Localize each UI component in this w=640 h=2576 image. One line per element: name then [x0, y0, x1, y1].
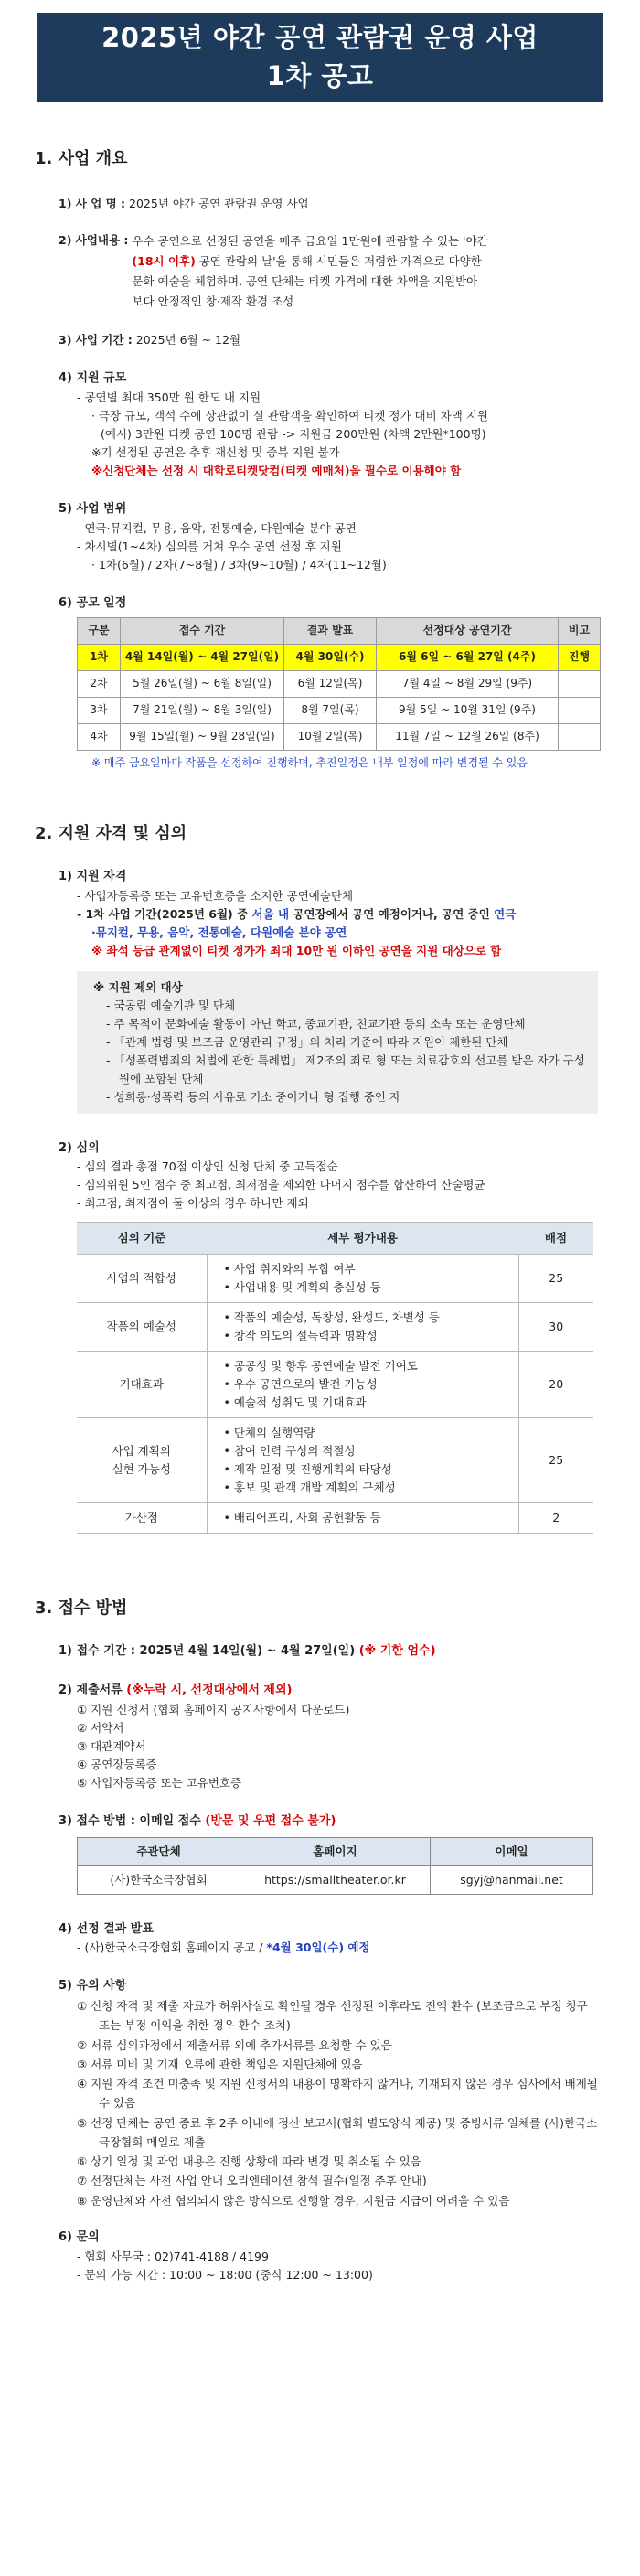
schedule-row [78, 697, 601, 723]
qualification-genres: ·뮤지컬, 무용, 음악, 전통예술, 다원예술 분야 공연 [91, 925, 347, 939]
section-title-overview: 1. 사업 개요 [35, 149, 128, 169]
schedule-cell: 3차 [78, 697, 121, 723]
evaluation-header: 심의 기준 [77, 1223, 207, 1255]
evaluation-detail-item: • 창작 의도의 설득력과 명확성 [224, 1327, 511, 1345]
project-name-label: 1) 사 업 명 : [59, 196, 126, 210]
note-item: ⑥ 상기 일정 및 과업 내용은 진행 상황에 따라 변경 및 취소될 수 있음 [77, 2154, 421, 2169]
note-item: ③ 서류 미비 및 기재 오류에 관한 책임은 지원단체에 있음 [77, 2057, 363, 2071]
announcement-text: - (사)한국소극장협회 홈페이지 공고 / [77, 1940, 267, 1955]
evaluation-detail-item: • 단체의 실행역량 [224, 1424, 511, 1442]
evaluation-criterion: 사업 계획의 실현 가능성 [77, 1418, 207, 1503]
evaluation-detail-item: • 예술적 성취도 및 기대효과 [224, 1394, 511, 1412]
evaluation-detail-item: • 공공성 및 향후 공연예술 발전 기여도 [224, 1357, 511, 1375]
announcement-date: *4월 30일(수) 예정 [266, 1940, 370, 1955]
evaluation-detail-item: • 배리어프리, 사회 공헌활동 등 [224, 1509, 511, 1527]
project-content-text-rest: 공연 관람의 날'을 통해 시민들은 저렴한 가격으로 다양한 [195, 253, 482, 268]
schedule-header: 결과 발표 [284, 617, 377, 644]
note-item: ⑦ 선정단체는 사전 사업 안내 오리엔테이션 참석 필수(일정 추후 안내) [77, 2174, 427, 2188]
schedule-cell: 1차 [78, 644, 121, 670]
project-range-line: - 차시별(1~4차) 심의를 거쳐 우수 공연 선정 후 지원 [77, 539, 342, 553]
schedule-cell [559, 697, 601, 723]
schedule-cell: 9월 15일(월) ~ 9월 28일(일) [121, 723, 284, 750]
required-documents-title [59, 1682, 640, 1701]
evaluation-detail-item: • 사업 취지와의 부합 여부 [224, 1260, 511, 1278]
page-title-banner [37, 13, 603, 102]
note-item: ④ 지원 자격 조건 미충족 및 지원 신청서의 내용이 명확하지 않거나, 기재되지 않은 경우 심사에서 배제될 수 있음 [77, 2077, 598, 2111]
note-item: ⑤ 선정 단체는 공연 종료 후 2주 이내에 정산 보고서(협회 별도양식 제공) 및 증빙서류 일체를 (사)한국소극장협회 메일로 제출 [77, 2115, 598, 2149]
notes-title: 5) 유의 사항 [59, 1979, 127, 1993]
schedule-row [78, 644, 601, 670]
project-content-line: 보다 안정적인 창·제작 환경 조성 [132, 294, 294, 308]
schedule-cell: 8월 7일(목) [284, 697, 377, 723]
ticket-price-condition: ※ 좌석 등급 관계없이 티켓 정가가 최대 10만 원 이하인 공연을 지원 대상으로 함 [91, 943, 502, 957]
support-scale-line: - 공연별 최대 350만 원 한도 내 지원 [77, 390, 261, 405]
note-item: ⑧ 운영단체와 사전 협의되지 않은 방식으로 진행할 경우, 지원금 지급이 어려울 수 있음 [77, 2193, 510, 2207]
schedule-header: 구분 [78, 617, 121, 644]
project-content-line: 문화 예술을 체험하며, 공연 단체는 티켓 가격에 대한 차액을 지원받아 [132, 273, 478, 288]
evaluation-score: 20 [518, 1352, 593, 1418]
application-method [59, 1812, 640, 1832]
evening-time-highlight: (18시 이후) [132, 253, 196, 268]
project-period-label: 3) 사업 기간 : [59, 333, 133, 347]
project-content-row [59, 231, 598, 312]
evaluation-row [77, 1418, 593, 1503]
application-period-text: 1) 접수 기간 : 2025년 4월 14일(월) ~ 4월 27일(일) [59, 1644, 359, 1659]
project-range-line: - 연극·뮤지컬, 무용, 음악, 전통예술, 다원예술 분야 공연 [77, 520, 357, 535]
evaluation-criterion: 사업의 적합성 [77, 1255, 207, 1303]
evaluation-score: 2 [518, 1503, 593, 1534]
qualification-title: 1) 지원 자격 [59, 869, 127, 883]
support-scale-title: 4) 지원 규모 [59, 371, 127, 386]
note-item: ② 서류 심의과정에서 제출서류 외에 추가서류를 요청할 수 있음 [77, 2037, 392, 2052]
evaluation-row [77, 1503, 593, 1534]
schedule-cell: 5월 26일(월) ~ 6월 8일(일) [121, 670, 284, 697]
evaluation-score: 30 [518, 1303, 593, 1352]
project-content-label: 2) 사업내용 : [59, 232, 129, 247]
evaluation-criterion: 작품의 예술성 [77, 1303, 207, 1352]
schedule-status-badge: 진행 [559, 644, 601, 670]
section-title-application: 3. 접수 방법 [35, 1598, 128, 1619]
evaluation-table [77, 1222, 593, 1534]
evaluation-detail-item: • 사업내용 및 계획의 충실성 등 [224, 1278, 511, 1297]
review-line: - 심의위원 5인 점수 중 최고점, 최저점을 제외한 나머지 점수를 합산하여 산술평균 [77, 1178, 485, 1192]
exclusion-title: ※ 지원 제외 대상 [93, 979, 183, 994]
project-name-value: 2025년 야간 공연 관람권 운영 사업 [129, 196, 309, 210]
schedule-cell: 11월 7일 ~ 12월 26일 (8주) [377, 723, 559, 750]
evaluation-row [77, 1255, 593, 1303]
evaluation-score: 25 [518, 1255, 593, 1303]
qualification-line: - 사업자등록증 또는 고유번호증을 소지한 공연예술단체 [77, 888, 354, 903]
project-name-row [59, 195, 598, 213]
project-content-line: 우수 공연으로 선정된 공연을 매주 금요일 1만원에 관람할 수 있는 '야간 [132, 233, 488, 248]
evaluation-detail-item: • 우수 공연으로의 발전 가능성 [224, 1375, 511, 1394]
evaluation-header-row [77, 1223, 593, 1255]
schedule-cell: 10월 2일(목) [284, 723, 377, 750]
announcement-title: 4) 선정 결과 발표 [59, 1921, 154, 1936]
document-item: ① 지원 신청서 (협회 홈페이지 공지사항에서 다운로드) [77, 1702, 350, 1716]
method-warning: (방문 및 우편 접수 불가) [205, 1813, 336, 1828]
application-period [59, 1642, 640, 1662]
schedule-row [78, 723, 601, 750]
project-period-row [59, 331, 598, 349]
review-line: - 심의 결과 총점 70점 이상인 신청 단체 중 고득점순 [77, 1160, 338, 1174]
project-range-title: 5) 사업 범위 [59, 502, 127, 517]
project-content-line [132, 251, 487, 272]
contact-header: 홈페이지 [240, 1837, 431, 1865]
review-line: - 최고점, 최저점이 둘 이상의 경우 하나만 제외 [77, 1196, 309, 1211]
schedule-cell: 4월 30일(수) [284, 644, 377, 670]
application-method-text: 3) 접수 방법 : 이메일 접수 [59, 1813, 206, 1828]
project-content-text [132, 231, 487, 312]
document-item: ④ 공연장등록증 [77, 1757, 157, 1771]
qualification-text: 공연장에서 공연 예정이거나, 공연 중인 [289, 906, 495, 921]
schedule-title: 6) 공모 일정 [59, 595, 127, 610]
evaluation-detail-item: • 참여 인력 구성의 적절성 [224, 1442, 511, 1460]
schedule-table [77, 617, 601, 751]
review-title: 2) 심의 [59, 1140, 100, 1155]
document-item: ③ 대관계약서 [77, 1738, 146, 1753]
contact-row [78, 1865, 593, 1894]
note-item: ① 신청 자격 및 제출 자료가 허위사실로 확인될 경우 선정된 이후라도 전액 환수 (보조금으로 부정 청구 또는 부정 이익을 취한 경우 환수 조치) [77, 1999, 588, 2033]
project-range-line: · 1차(6월) / 2차(7~8월) / 3차(9~10월) / 4차(11~12월) [91, 557, 387, 572]
evaluation-details [207, 1418, 518, 1503]
contact-header-row [78, 1837, 593, 1865]
schedule-cell: 6월 12일(목) [284, 670, 377, 697]
genre-highlight: 연극 [494, 906, 517, 921]
schedule-cell: 7월 21일(월) ~ 8월 3일(일) [121, 697, 284, 723]
evaluation-details [207, 1352, 518, 1418]
qualification-line [77, 905, 598, 924]
evaluation-detail-item: • 홍보 및 관객 개발 계획의 구체성 [224, 1479, 511, 1497]
exclusion-item: - 국공립 예술기관 및 단체 [106, 998, 236, 1012]
exclusion-item: - 「관계 법령 및 보조금 운영관리 규정」의 처리 기준에 따라 지원이 제한된 단체 [106, 1034, 508, 1049]
document-item: ⑤ 사업자등록증 또는 고유번호증 [77, 1775, 242, 1790]
inquiry-hours: - 문의 가능 시간 : 10:00 ~ 18:00 (중식 12:00 ~ 13:00) [77, 2267, 373, 2282]
contact-header: 주관단체 [78, 1837, 240, 1865]
exclusion-item: - 「성폭력범죄의 처벌에 관한 특례법」 제2조의 죄로 형 또는 치료감호의 선고를 받은 자가 구성원에 포함된 단체 [106, 1053, 585, 1085]
announcement-line [77, 1939, 598, 1957]
schedule-cell [559, 670, 601, 697]
schedule-header: 선정대상 공연기간 [377, 617, 559, 644]
schedule-cell: 9월 5일 ~ 10월 31일 (9주) [377, 697, 559, 723]
schedule-cell [559, 723, 601, 750]
deadline-warning: (※ 기한 엄수) [358, 1644, 436, 1659]
schedule-header: 비고 [559, 617, 601, 644]
exclusion-box [77, 971, 598, 1114]
schedule-cell: 6월 6일 ~ 6월 27일 (4주) [377, 644, 559, 670]
seoul-highlight: 서울 내 [251, 906, 290, 921]
schedule-cell: 4월 14일(월) ~ 4월 27일(일) [121, 644, 284, 670]
ticket-site-required-note: ※신청단체는 선정 시 대학로티켓닷컴(티켓 예매처)을 필수로 이용해야 함 [91, 464, 462, 478]
notes-list [77, 1996, 598, 2210]
project-period-value: 2025년 6월 ~ 12월 [135, 333, 241, 347]
documents-warning: (※누락 시, 선정대상에서 제외) [126, 1683, 293, 1697]
evaluation-details [207, 1503, 518, 1534]
schedule-cell: 4차 [78, 723, 121, 750]
email-link[interactable]: sgyj@hanmail.net [431, 1865, 593, 1894]
evaluation-criterion: 기대효과 [77, 1352, 207, 1418]
support-scale-line: · 극장 규모, 객석 수에 상관없이 실 관람객을 확인하여 티켓 정가 대비 차액 지원 [91, 409, 488, 423]
evaluation-row [77, 1303, 593, 1352]
document-item: ② 서약서 [77, 1720, 124, 1735]
evaluation-row [77, 1352, 593, 1418]
evaluation-header: 배점 [518, 1223, 593, 1255]
required-documents-label: 2) 제출서류 [59, 1683, 127, 1697]
evaluation-criterion: 가산점 [77, 1503, 207, 1534]
qualification-text: - 1차 사업 기간(2025년 6월) 중 [77, 906, 252, 921]
organizer-name: (사)한국소극장협회 [78, 1865, 240, 1894]
schedule-header-row [78, 617, 601, 644]
section-title-eligibility: 2. 지원 자격 및 심의 [35, 823, 187, 843]
inquiry-phone: - 협회 사무국 : 02)741-4188 / 4199 [77, 2249, 269, 2263]
schedule-cell: 7월 4일 ~ 8월 29일 (9주) [377, 670, 559, 697]
homepage-link[interactable]: https://smalltheater.or.kr [240, 1865, 431, 1894]
page-subtitle: 1차 공고 [266, 60, 374, 92]
evaluation-details [207, 1255, 518, 1303]
contact-header: 이메일 [431, 1837, 593, 1865]
evaluation-details [207, 1303, 518, 1352]
schedule-note: ※ 매주 금요일마다 작품을 선정하여 진행하며, 추진일정은 내부 일정에 따라 변경될 수 있음 [91, 755, 528, 769]
schedule-cell: 2차 [78, 670, 121, 697]
exclusion-item: - 성희롱·성폭력 등의 사유로 기소 중이거나 형 집행 중인 자 [106, 1089, 400, 1104]
evaluation-detail-item: • 제작 일정 및 진행계획의 타당성 [224, 1460, 511, 1479]
evaluation-header: 세부 평가내용 [207, 1223, 518, 1255]
contact-table [77, 1837, 593, 1895]
support-scale-line: (예시) 3만원 티켓 공연 100명 관람 -> 지원금 200만원 (차액 2만원*100명) [101, 427, 486, 442]
page-title: 2025년 야간 공연 관람권 운영 사업 [101, 22, 539, 53]
evaluation-detail-item: • 작품의 예술성, 독창성, 완성도, 차별성 등 [224, 1309, 511, 1327]
inquiry-title: 6) 문의 [59, 2229, 100, 2244]
exclusion-item: - 주 목적이 문화예술 활동이 아닌 학교, 종교기관, 친교기관 등의 소속 또는 운영단체 [106, 1016, 526, 1031]
schedule-header: 접수 기간 [121, 617, 284, 644]
schedule-row [78, 670, 601, 697]
support-scale-note: ※기 선정된 공연은 추후 재신청 및 중복 지원 불가 [91, 445, 340, 460]
evaluation-score: 25 [518, 1418, 593, 1503]
